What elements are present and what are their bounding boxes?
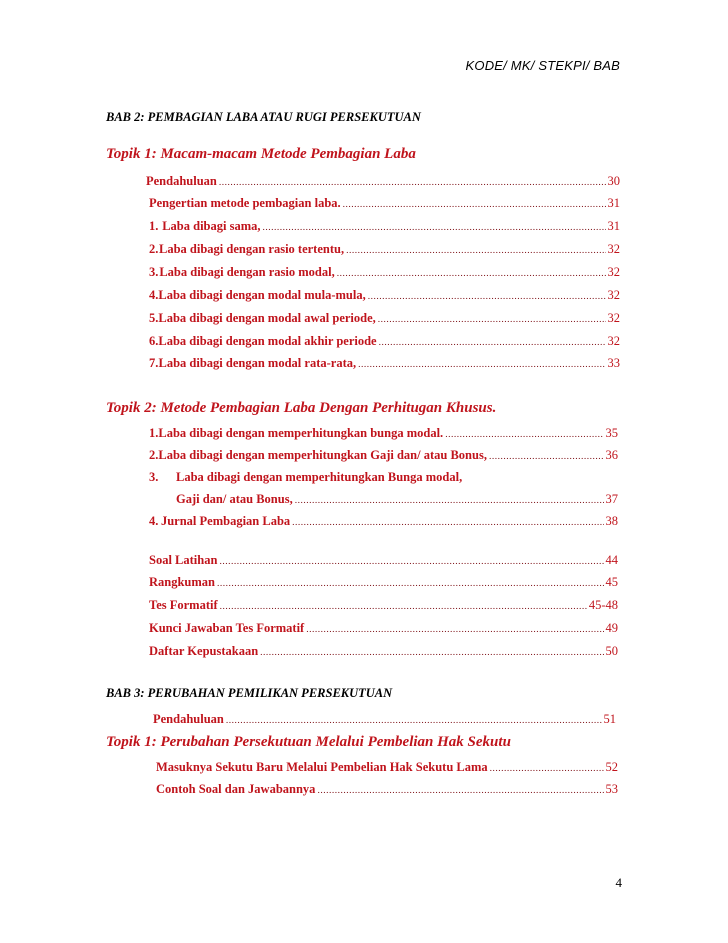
toc-entry-label: Gaji dan/ atau Bonus, [176, 492, 293, 506]
toc-entry-number: 4. [149, 514, 159, 528]
toc-dot-leader [217, 579, 604, 589]
toc-entry-number: 7. [149, 356, 159, 370]
toc-dot-leader [368, 292, 606, 302]
toc-entry-page: 32 [607, 334, 620, 348]
toc-entry-label: Laba dibagi dengan memperhitungkan Gaji dan/ atau Bonus, [158, 448, 487, 462]
toc-entry[interactable] [149, 426, 618, 441]
toc-entry[interactable] [156, 782, 618, 797]
toc-entry-number: 1. [149, 219, 159, 233]
bab2-topik1-heading: Topik 1: Macam-macam Metode Pembagian Laba [106, 146, 416, 162]
toc-entry-page: 53 [605, 782, 618, 796]
toc-entry[interactable] [146, 174, 620, 189]
toc-entry[interactable] [149, 334, 620, 349]
toc-entry-page: 51 [603, 712, 616, 726]
toc-entry-page: 38 [605, 514, 618, 528]
toc-dot-leader [219, 557, 603, 567]
toc-entry-number: 4. [149, 288, 159, 302]
toc-dot-leader [295, 496, 604, 506]
toc-entry-page: 32 [607, 265, 620, 279]
toc-entry-label: Laba dibagi dengan modal akhir periode [158, 334, 377, 348]
bab3-title: BAB 3: PERUBAHAN PEMILIKAN PERSEKUTUAN [106, 686, 393, 700]
toc-entry[interactable] [149, 621, 618, 636]
toc-dot-leader [489, 452, 604, 462]
toc-dot-leader [220, 602, 587, 612]
toc-entry-label: Laba dibagi dengan memperhitungkan Bunga modal, [176, 470, 463, 484]
toc-entry-label: Laba dibagi sama, [162, 219, 261, 233]
toc-entry[interactable] [176, 492, 618, 507]
toc-entry-page: 31 [607, 196, 620, 210]
toc-entry-label: Laba dibagi dengan memperhitungkan bunga modal. [158, 426, 444, 440]
toc-entry[interactable] [156, 760, 618, 775]
toc-entry[interactable] [149, 448, 618, 463]
toc-entry-label: Laba dibagi dengan modal rata-rata, [158, 356, 357, 370]
toc-dot-leader [346, 246, 605, 256]
toc-entry-page: 31 [607, 219, 620, 233]
document-code-header: KODE/ MK/ STEKPI/ BAB [465, 58, 620, 73]
toc-dot-leader [260, 648, 603, 658]
toc-entry-page: 52 [605, 760, 618, 774]
toc-dot-leader [263, 223, 606, 233]
toc-entry-label: Pengertian metode pembagian laba. [149, 196, 341, 210]
toc-entry-label: Laba dibagi dengan rasio tertentu, [158, 242, 345, 256]
toc-entry-label: Laba dibagi dengan modal awal periode, [158, 311, 376, 325]
toc-entry-label: Laba dibagi dengan modal mula-mula, [158, 288, 366, 302]
toc-entry-number: 1. [149, 426, 159, 440]
toc-entry-label: Pendahuluan [153, 712, 224, 726]
toc-entry[interactable] [149, 242, 620, 257]
toc-entry[interactable] [149, 598, 618, 613]
toc-dot-leader [343, 200, 606, 210]
toc-entry-page: 32 [607, 242, 620, 256]
toc-entry[interactable] [149, 288, 620, 303]
toc-entry-number: 6. [149, 334, 159, 348]
toc-entry[interactable] [149, 553, 618, 568]
toc-entry-page: 45-48 [588, 598, 618, 612]
toc-entry-label: Jurnal Pembagian Laba [160, 514, 291, 528]
toc-entry[interactable] [149, 196, 620, 211]
toc-entry-number: 5. [149, 311, 159, 325]
page-number: 4 [615, 875, 622, 890]
bab3-topik1-heading: Topik 1: Perubahan Persekutuan Melalui Pembelian Hak Sekutu [106, 734, 511, 750]
toc-entry-page: 36 [605, 448, 618, 462]
toc-entry-page: 49 [605, 621, 618, 635]
toc-entry-page: 32 [607, 288, 620, 302]
toc-entry-label: Soal Latihan [149, 553, 218, 567]
toc-dot-leader [445, 430, 603, 440]
toc-entry-number: 2. [149, 242, 159, 256]
toc-dot-leader [378, 315, 606, 325]
toc-entry[interactable] [149, 219, 620, 234]
toc-entry-page: 35 [605, 426, 618, 440]
toc-entry-page: 37 [605, 492, 618, 506]
toc-entry-page: 30 [607, 174, 620, 188]
toc-entry[interactable] [149, 265, 620, 280]
toc-entry[interactable] [149, 356, 620, 371]
toc-entry-number: 3. [149, 265, 159, 279]
toc-dot-leader [306, 625, 603, 635]
toc-dot-leader [379, 338, 606, 348]
toc-entry-page: 45 [605, 575, 618, 589]
toc-dot-leader [226, 716, 602, 726]
toc-entry-label: Tes Formatif [149, 598, 218, 612]
toc-dot-leader [337, 269, 606, 279]
toc-entry[interactable] [153, 712, 616, 727]
toc-entry-page: 50 [605, 644, 618, 658]
toc-entry-label: Daftar Kepustakaan [149, 644, 259, 658]
toc-dot-leader [292, 518, 603, 528]
toc-entry-label: Kunci Jawaban Tes Formatif [149, 621, 305, 635]
toc-dot-leader [317, 786, 603, 796]
toc-entry[interactable] [149, 514, 618, 529]
toc-entry-page: 32 [607, 311, 620, 325]
bab2-title: BAB 2: PEMBAGIAN LABA ATAU RUGI PERSEKUTUAN [106, 110, 421, 124]
toc-dot-leader [219, 178, 606, 188]
toc-dot-leader [358, 360, 605, 370]
bab2-topik2-heading: Topik 2: Metode Pembagian Laba Dengan Perhitugan Khusus. [106, 400, 497, 416]
toc-entry[interactable] [149, 575, 618, 590]
toc-entry-page: 33 [607, 356, 620, 370]
toc-entry-label: Laba dibagi dengan rasio modal, [159, 265, 335, 279]
toc-dot-leader [490, 764, 604, 774]
toc-entry-number: 2. [149, 448, 159, 462]
toc-entry[interactable] [149, 644, 618, 659]
toc-entry[interactable] [149, 311, 620, 326]
toc-entry-label: Rangkuman [149, 575, 215, 589]
toc-entry-page: 44 [605, 553, 618, 567]
toc-entry[interactable] [149, 470, 618, 485]
toc-entry-label: Contoh Soal dan Jawabannya [156, 782, 316, 796]
toc-entry-number: 3. [149, 470, 159, 484]
toc-entry-label: Pendahuluan [146, 174, 217, 188]
toc-entry-label: Masuknya Sekutu Baru Melalui Pembelian Hak Sekutu Lama [156, 760, 488, 774]
